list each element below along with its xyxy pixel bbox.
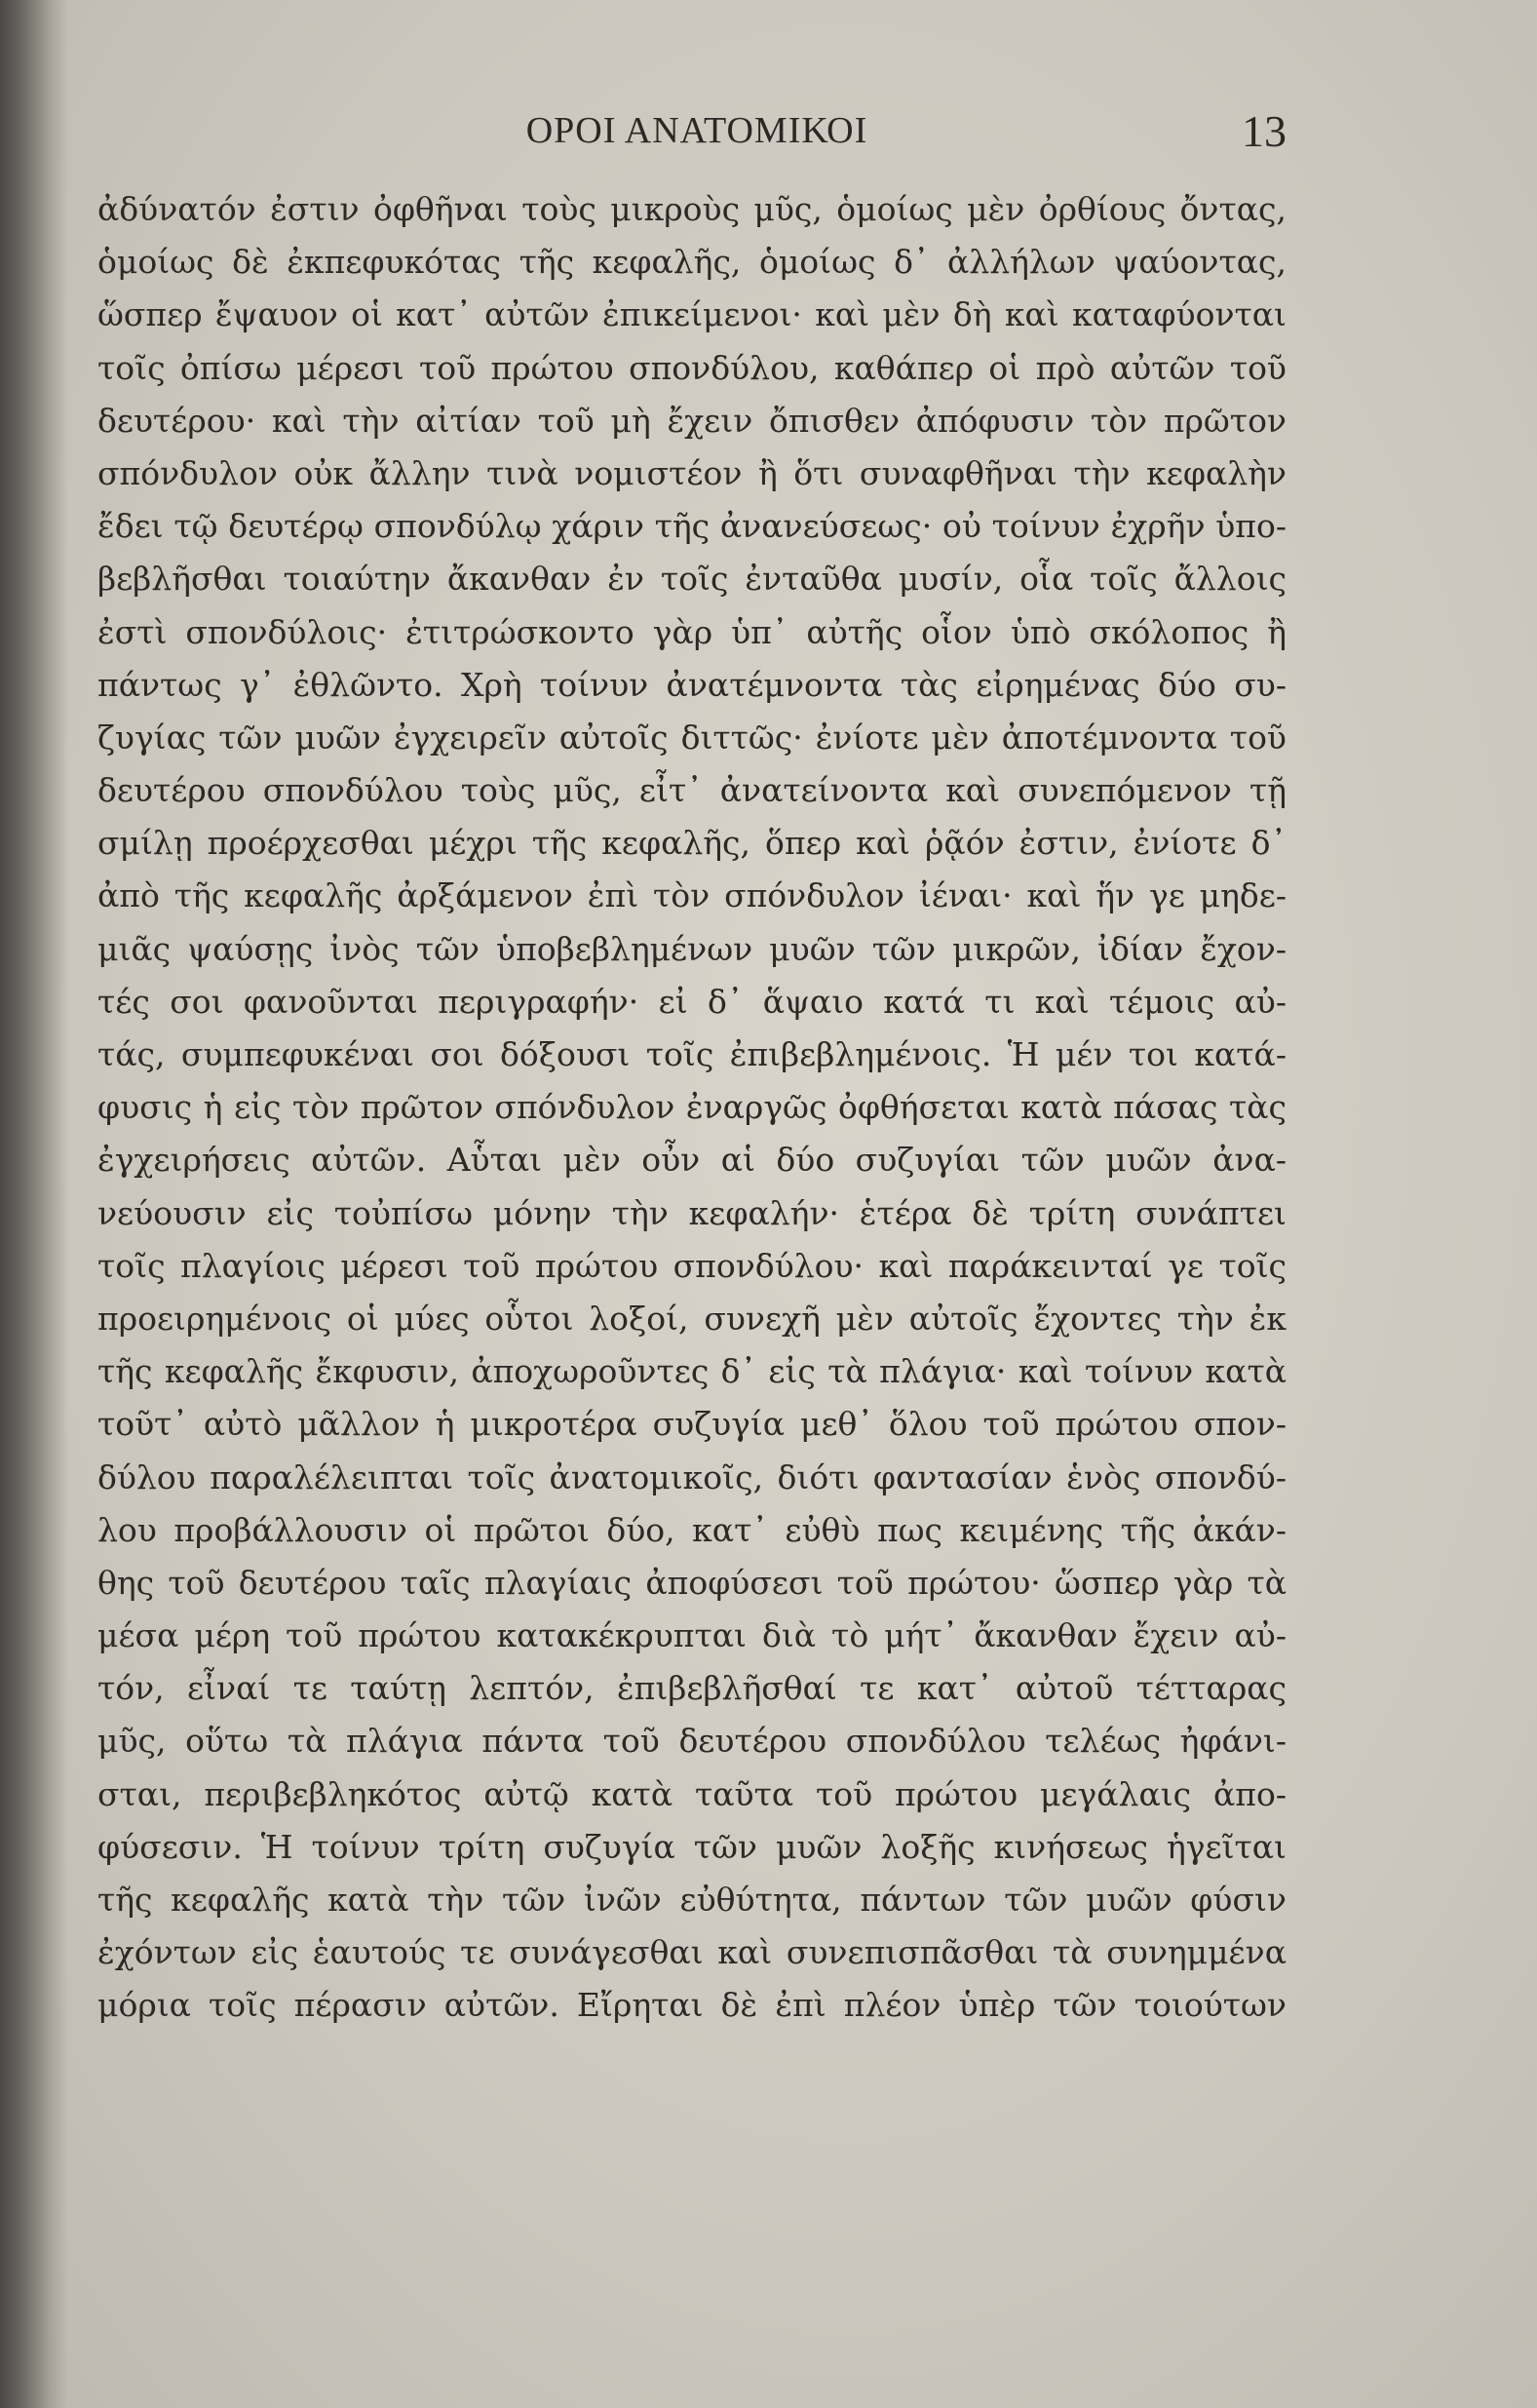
- text-line: δευτέρου σπονδύλου τοὺς μῦς, εἶτ᾽ ἀνατείνοντα καὶ συνεπόμενον τῇ: [97, 771, 1287, 810]
- text-line: τάς, συμπεφυκέναι σοι δόξουσι τοῖς ἐπιβεβλημένοις. Ἡ μέν τοι κατά-: [97, 1035, 1287, 1073]
- text-line: προειρημένοις οἱ μύες οὗτοι λοξοί, συνεχῆ μὲν αὐτοῖς ἔχοντες τὴν ἐκ: [97, 1299, 1287, 1338]
- text-line: βεβλῆσθαι τοιαύτην ἄκανθαν ἐν τοῖς ἐνταῦθα μυσίν, οἷα τοῖς ἄλλοις: [97, 560, 1287, 599]
- text-line: φυσις ἡ εἰς τὸν πρῶτον σπόνδυλον ἐναργῶς ὀφθήσεται κατὰ πάσας τὰς: [97, 1088, 1287, 1127]
- body-text: [97, 183, 1287, 2033]
- text-line: μῦς, οὕτω τὰ πλάγια πάντα τοῦ δευτέρου σπονδύλου τελέως ἠφάνι-: [97, 1722, 1287, 1761]
- text-line: ἔδει τῷ δευτέρῳ σπονδύλῳ χάριν τῆς ἀνανεύσεως· οὐ τοίνυν ἐχρῆν ὑπο-: [97, 507, 1287, 546]
- text-line: θης τοῦ δευτέρου ταῖς πλαγίαις ἀποφύσεσι τοῦ πρώτου· ὥσπερ γὰρ τὰ: [97, 1563, 1287, 1602]
- text-line: ἐγχειρήσεις αὐτῶν. Αὗται μὲν οὖν αἱ δύο συζυγίαι τῶν μυῶν ἀνα-: [97, 1141, 1287, 1180]
- text-line: φύσεσιν. Ἡ τοίνυν τρίτη συζυγία τῶν μυῶν λοξῆς κινήσεως ἡγεῖται: [97, 1827, 1287, 1866]
- text-line: λου προβάλλουσιν οἱ πρῶτοι δύο, κατ᾽ εὐθὺ πως κειμένης τῆς ἀκάν-: [97, 1510, 1287, 1549]
- text-line: μέσα μέρη τοῦ πρώτου κατακέκρυπται διὰ τὸ μήτ᾽ ἄκανθαν ἔχειν αὐ-: [97, 1616, 1287, 1655]
- text-line: τοῦτ᾽ αὐτὸ μᾶλλον ἡ μικροτέρα συζυγία μεθ᾽ ὅλου τοῦ πρώτου σπον-: [97, 1405, 1287, 1444]
- text-line: δύλου παραλέλειπται τοῖς ἀνατομικοῖς, διότι φαντασίαν ἑνὸς σπονδύ-: [97, 1457, 1287, 1496]
- text-line: ἐχόντων εἰς ἑαυτούς τε συνάγεσθαι καὶ συνεπισπᾶσθαι τὰ συνημμένα: [97, 1933, 1287, 1972]
- text-line: ὥσπερ ἔψαυον οἱ κατ᾽ αὐτῶν ἐπικείμενοι· καὶ μὲν δὴ καὶ καταφύονται: [97, 295, 1287, 334]
- text-line: τῆς κεφαλῆς ἔκφυσιν, ἀποχωροῦντες δ᾽ εἰς τὰ πλάγια· καὶ τοίνυν κατὰ: [97, 1352, 1287, 1391]
- page-header: [107, 106, 1287, 168]
- page-number: 13: [1242, 106, 1287, 156]
- text-line: ἐστὶ σπονδύλοις· ἐτιτρώσκοντο γὰρ ὑπ᾽ αὐτῆς οἷον ὑπὸ σκόλοπος ἢ: [97, 612, 1287, 651]
- text-line: ἀπὸ τῆς κεφαλῆς ἀρξάμενον ἐπὶ τὸν σπόνδυλον ἰέναι· καὶ ἥν γε μηδε-: [97, 876, 1287, 915]
- text-line: τοῖς ὀπίσω μέρεσι τοῦ πρώτου σπονδύλου, καθάπερ οἱ πρὸ αὐτῶν τοῦ: [97, 348, 1287, 387]
- text-line: ζυγίας τῶν μυῶν ἐγχειρεῖν αὐτοῖς διττῶς· ἐνίοτε μὲν ἀποτέμνοντα τοῦ: [97, 718, 1287, 757]
- text-line: μιᾶς ψαύσῃς ἰνὸς τῶν ὑποβεβλημένων μυῶν τῶν μικρῶν, ἰδίαν ἔχον-: [97, 929, 1287, 968]
- running-title: ΟΡΟΙ ΑΝΑΤΟΜΙΚΟΙ: [525, 110, 868, 151]
- text-line: τές σοι φανοῦνται περιγραφήν· εἰ δ᾽ ἅψαιο κατά τι καὶ τέμοις αὐ-: [97, 982, 1287, 1021]
- text-line: σπόνδυλον οὐκ ἄλλην τινὰ νομιστέον ἢ ὅτι συναφθῆναι τὴν κεφαλὴν: [97, 453, 1287, 492]
- text-line: σμίλῃ προέρχεσθαι μέχρι τῆς κεφαλῆς, ὅπερ καὶ ῥᾷόν ἐστιν, ἐνίοτε δ᾽: [97, 824, 1287, 863]
- text-line: τοῖς πλαγίοις μέρεσι τοῦ πρώτου σπονδύλου· καὶ παράκεινταί γε τοῖς: [97, 1246, 1287, 1285]
- text-line: μόρια τοῖς πέρασιν αὐτῶν. Εἴρηται δὲ ἐπὶ πλέον ὑπὲρ τῶν τοιούτων: [97, 1986, 1287, 2025]
- text-line: ἀδύνατόν ἐστιν ὀφθῆναι τοὺς μικροὺς μῦς, ὁμοίως μὲν ὀρθίους ὄντας,: [97, 190, 1287, 228]
- text-line: δευτέρου· καὶ τὴν αἰτίαν τοῦ μὴ ἔχειν ὄπισθεν ἀπόφυσιν τὸν πρῶτον: [97, 401, 1287, 440]
- text-line: τῆς κεφαλῆς κατὰ τὴν τῶν ἰνῶν εὐθύτητα, πάντων τῶν μυῶν φύσιν: [97, 1881, 1287, 1919]
- text-line: πάντως γ᾽ ἐθλῶντο. Χρὴ τοίνυν ἀνατέμνοντα τὰς εἰρημένας δύο συ-: [97, 665, 1287, 704]
- book-gutter-shadow: [0, 0, 68, 2408]
- text-line: τόν, εἶναί τε ταύτῃ λεπτόν, ἐπιβεβλῆσθαί τε κατ᾽ αὐτοῦ τέτταρας: [97, 1669, 1287, 1708]
- text-line: νεύουσιν εἰς τοὐπίσω μόνην τὴν κεφαλήν· ἑτέρα δὲ τρίτη συνάπτει: [97, 1193, 1287, 1232]
- text-line: ὁμοίως δὲ ἐκπεφυκότας τῆς κεφαλῆς, ὁμοίως δ᾽ ἀλλήλων ψαύοντας,: [97, 243, 1287, 282]
- text-line: σται, περιβεβληκότος αὐτῷ κατὰ ταῦτα τοῦ πρώτου μεγάλαις ἀπο-: [97, 1774, 1287, 1813]
